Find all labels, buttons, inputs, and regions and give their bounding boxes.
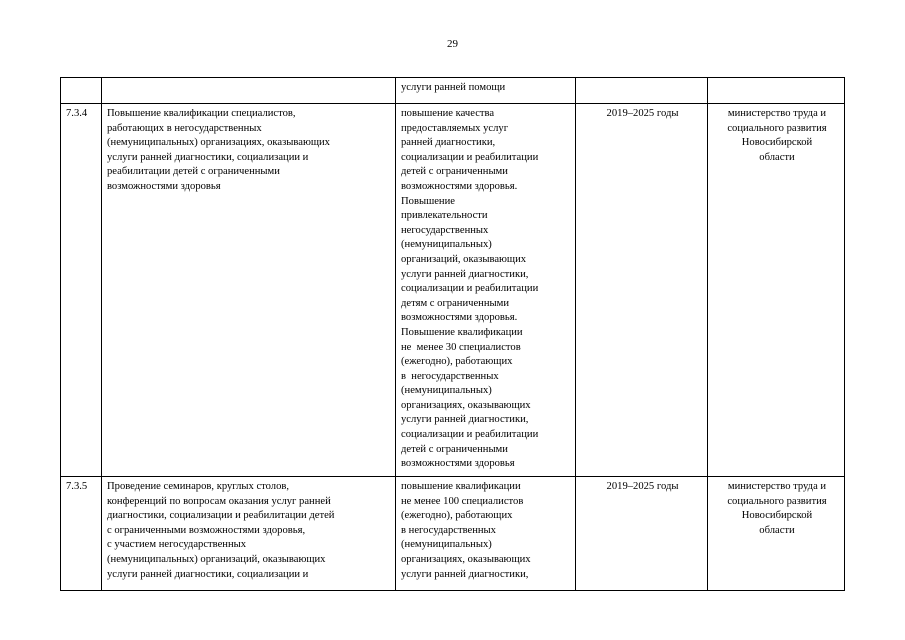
measure-name-line: диагностики, социализации и реабилитации детей xyxy=(107,510,335,522)
period-cell: 2019–2025 годы xyxy=(576,104,708,477)
measure-name-line: с ограниченными возможностями здоровья, xyxy=(107,524,306,536)
result-line: (немуниципальных) xyxy=(401,385,492,397)
measure-name-line: конференций по вопросам оказания услуг ранней xyxy=(107,495,331,507)
measure-name-line: с участием негосударственных xyxy=(107,539,247,551)
result-line: возможностями здоровья xyxy=(401,458,515,470)
result-cell xyxy=(396,104,576,477)
measures-table xyxy=(60,77,845,591)
result-line: в негосударственных xyxy=(401,524,496,536)
row-number-cell: 7.3.4 xyxy=(61,104,102,477)
result-line: негосударственных xyxy=(401,224,489,236)
result-line: детям с ограниченными xyxy=(401,297,509,309)
result-line: услуги ранней диагностики, xyxy=(401,414,529,426)
executor-line: Новосибирской xyxy=(741,510,813,522)
measure-name-line: возможностями здоровья xyxy=(107,180,221,192)
result-line: услуги ранней диагностики, xyxy=(401,268,529,280)
result-line: детей с ограниченными xyxy=(401,166,508,178)
result-line: не менее 100 специалистов xyxy=(401,495,524,507)
executor-line: социального развития xyxy=(727,495,827,507)
period-cell: 2019–2025 годы xyxy=(576,477,708,591)
result-line: привлекательности xyxy=(401,210,488,222)
result-line: услуги ранней диагностики, xyxy=(401,568,529,580)
table-row xyxy=(61,477,845,591)
result-line: предоставляемых услуг xyxy=(401,122,509,134)
result-line: детей с ограниченными xyxy=(401,443,508,455)
result-cell xyxy=(396,477,576,591)
measure-name-line: (немуниципальных) организаций, оказывающих xyxy=(107,553,326,565)
result-line: социализации и реабилитации xyxy=(401,283,539,295)
measure-name-cell xyxy=(102,477,396,591)
measure-name-line: услуги ранней диагностики, социализации и xyxy=(107,568,309,580)
measure-name-line: Повышение квалификации специалистов, xyxy=(107,108,296,119)
measure-name-cell xyxy=(102,104,396,477)
result-line: ранней диагностики, xyxy=(401,137,496,149)
table-row xyxy=(61,104,845,477)
executor-cell xyxy=(708,78,845,104)
result-line: (немуниципальных) xyxy=(401,539,492,551)
result-line: организациях, оказывающих xyxy=(401,399,531,411)
measure-name-line: (немуниципальных) организациях, оказывающих xyxy=(107,137,330,149)
executor-cell xyxy=(708,477,845,591)
measure-name-line: услуги ранней диагностики, социализации и xyxy=(107,151,309,163)
result-line: организаций, оказывающих xyxy=(401,253,527,265)
period-cell xyxy=(576,78,708,104)
executor-line: области xyxy=(759,151,795,163)
result-line: в негосударственных xyxy=(401,370,499,382)
executor-line: министерство труда и xyxy=(727,481,827,492)
table-row xyxy=(61,78,845,104)
row-number-cell xyxy=(61,78,102,104)
executor-line: министерство труда и xyxy=(727,108,827,119)
result-line: социализации и реабилитации xyxy=(401,429,539,441)
result-line: Повышение квалификации xyxy=(401,326,523,338)
measure-name-line: реабилитации детей с ограниченными xyxy=(107,166,280,178)
measure-name-line: работающих в негосударственных xyxy=(107,122,262,134)
result-line: не менее 30 специалистов xyxy=(401,341,521,353)
executor-cell xyxy=(708,104,845,477)
executor-line: области xyxy=(759,524,795,536)
result-line: возможностями здоровья. xyxy=(401,180,518,192)
result-line: (ежегодно), работающих xyxy=(401,510,513,522)
result-line: возможностями здоровья. xyxy=(401,312,518,324)
executor-line: Новосибирской xyxy=(741,137,813,149)
result-line: повышение квалификации xyxy=(401,481,521,492)
measure-name-line: Проведение семинаров, круглых столов, xyxy=(107,481,290,492)
executor-line: социального развития xyxy=(727,122,827,134)
row-number-cell: 7.3.5 xyxy=(61,477,102,591)
result-line: (немуниципальных) xyxy=(401,239,492,251)
result-line: (ежегодно), работающих xyxy=(401,356,513,368)
result-line: услуги ранней помощи xyxy=(401,82,506,93)
measure-name-cell xyxy=(102,78,396,104)
result-line: Повышение xyxy=(401,195,455,207)
page-number: 29 xyxy=(447,38,458,50)
result-line: повышение качества xyxy=(401,108,495,119)
result-line: организациях, оказывающих xyxy=(401,553,531,565)
result-line: социализации и реабилитации xyxy=(401,151,539,163)
result-cell xyxy=(396,78,576,104)
